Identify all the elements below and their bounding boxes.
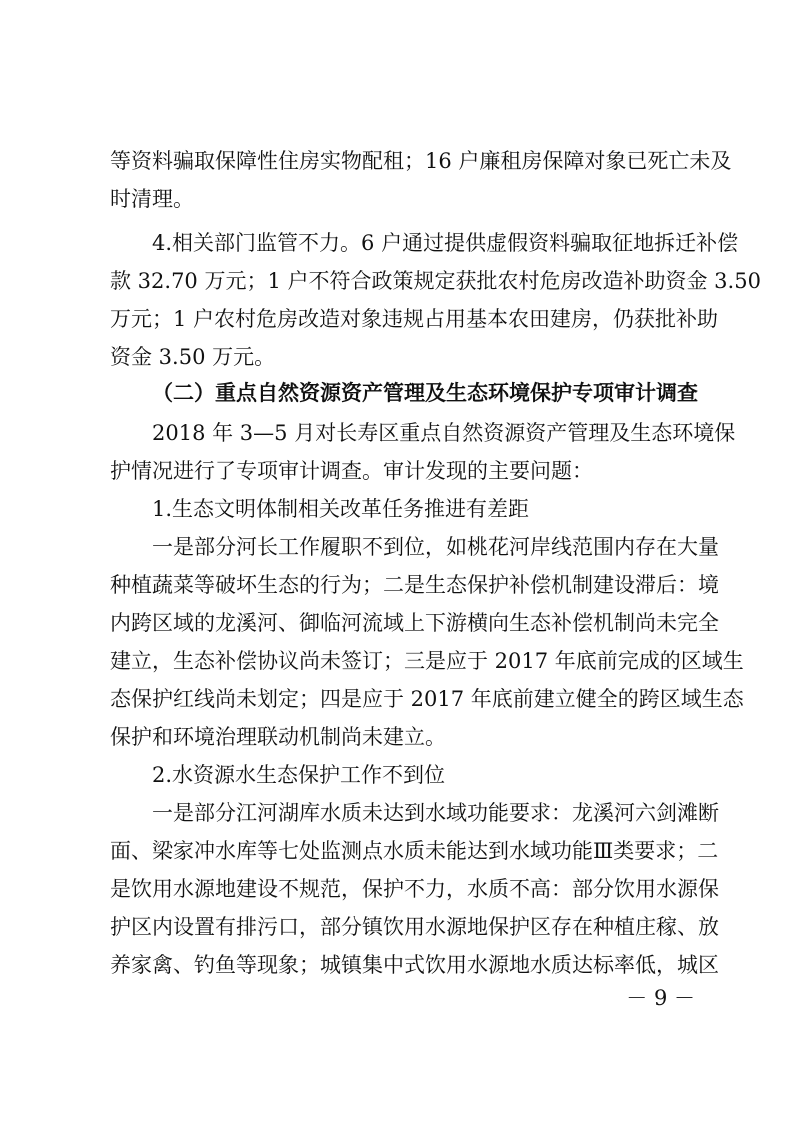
- body-line: 保护和环境治理联动机制尚未建立。: [110, 725, 446, 749]
- body-line: 资金 3.50 万元。: [110, 345, 276, 369]
- body-line: 是饮用水源地建设不规范，保护不力，水质不高：部分饮用水源保: [110, 877, 719, 901]
- page-number: － 9 －: [626, 986, 695, 1010]
- body-line: 时清理。: [110, 187, 194, 211]
- body-line: 内跨区域的龙溪河、御临河流域上下游横向生态补偿机制尚未完全: [110, 611, 719, 635]
- subsection-heading: 1.生态文明体制相关改革任务推进有差距: [152, 497, 530, 521]
- body-line: 建立，生态补偿协议尚未签订；三是应于 2017 年底前完成的区域生: [110, 649, 744, 673]
- body-line: 面、梁家冲水库等七处监测点水质未能达到水域功能Ⅲ类要求；二: [110, 839, 719, 863]
- body-line: 2018 年 3—5 月对长寿区重点自然资源资产管理及生态环境保: [152, 421, 736, 445]
- body-line: 4.相关部门监管不力。6 户通过提供虚假资料骗取征地拆迁补偿: [152, 231, 739, 255]
- body-line: 一是部分河长工作履职不到位，如桃花河岸线范围内存在大量: [152, 535, 719, 559]
- body-line: 万元；1 户农村危房改造对象违规占用基本农田建房，仍获批补助: [110, 307, 719, 331]
- section-heading: （二）重点自然资源资产管理及生态环境保护专项审计调查: [152, 380, 698, 405]
- body-line: 态保护红线尚未划定；四是应于 2017 年底前建立健全的跨区域生态: [110, 687, 744, 711]
- body-line: 一是部分江河湖库水质未达到水域功能要求：龙溪河六剑滩断: [152, 801, 719, 825]
- body-line: 等资料骗取保障性住房实物配租；16 户廉租房保障对象已死亡未及: [110, 149, 732, 173]
- body-line: 护情况进行了专项审计调查。审计发现的主要问题：: [110, 459, 593, 483]
- body-line: 养家禽、钓鱼等现象；城镇集中式饮用水源地水质达标率低，城区: [110, 953, 719, 977]
- body-line: 护区内设置有排污口，部分镇饮用水源地保护区存在种植庄稼、放: [110, 915, 719, 939]
- subsection-heading: 2.水资源水生态保护工作不到位: [152, 763, 446, 787]
- body-line: 款 32.70 万元；1 户不符合政策规定获批农村危房改造补助资金 3.50: [110, 269, 761, 293]
- body-line: 种植蔬菜等破坏生态的行为；二是生态保护补偿机制建设滞后：境: [110, 573, 719, 597]
